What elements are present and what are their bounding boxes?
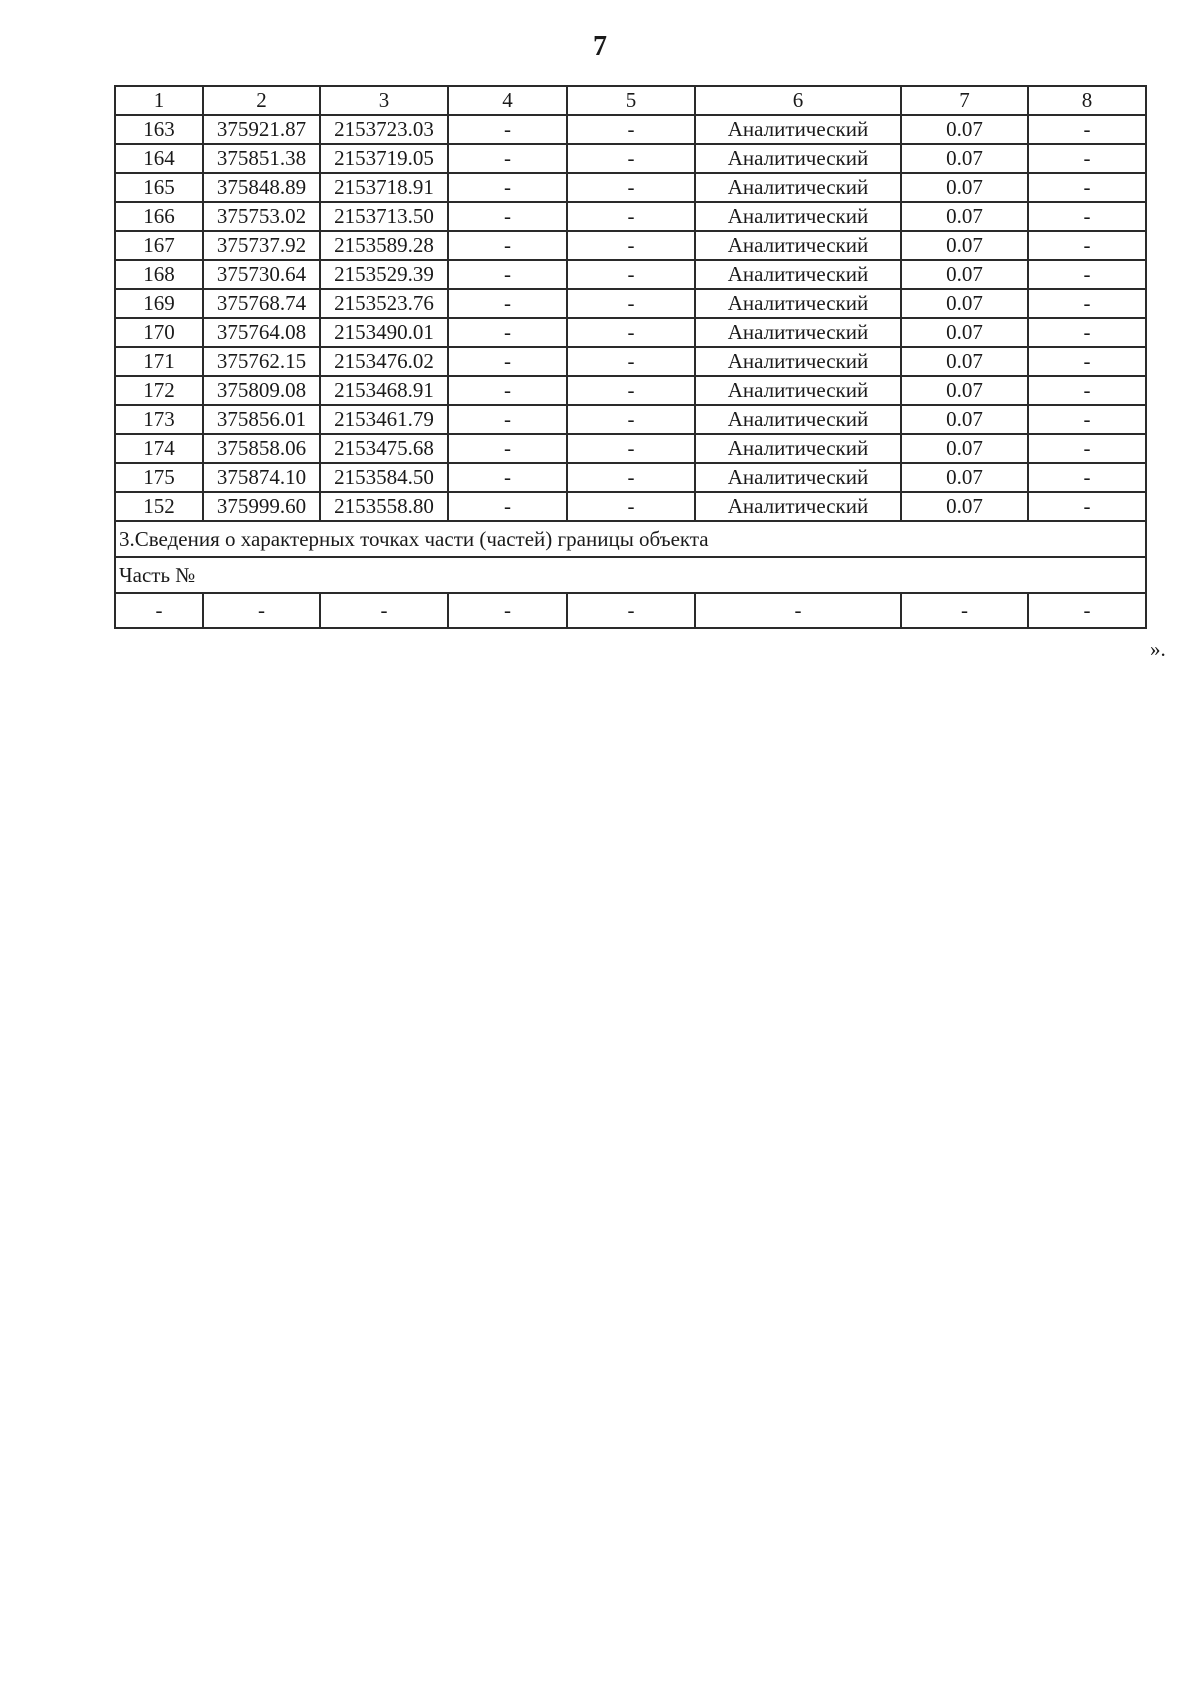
table-cell: -: [1028, 593, 1146, 628]
table-cell: Аналитический: [695, 144, 901, 173]
table-cell: -: [448, 318, 567, 347]
table-cell: -: [1028, 492, 1146, 521]
table-cell: 0.07: [901, 347, 1028, 376]
table-cell: -: [320, 593, 448, 628]
table-cell: 167: [115, 231, 203, 260]
section-title-row: [115, 521, 1146, 557]
table-cell: -: [1028, 376, 1146, 405]
table-cell: 0.07: [901, 202, 1028, 231]
table-cell: 0.07: [901, 492, 1028, 521]
table-cell: 375851.38: [203, 144, 320, 173]
table-cell: -: [567, 405, 695, 434]
table-cell: -: [1028, 318, 1146, 347]
table-row: [115, 347, 1146, 376]
table-cell: -: [1028, 289, 1146, 318]
table-cell: -: [695, 593, 901, 628]
table-cell: Аналитический: [695, 115, 901, 144]
table-cell: -: [1028, 202, 1146, 231]
table-cell: -: [901, 593, 1028, 628]
table-cell: Аналитический: [695, 405, 901, 434]
table-cell: 2153713.50: [320, 202, 448, 231]
table-cell: 0.07: [901, 173, 1028, 202]
table-cell: Аналитический: [695, 289, 901, 318]
table-cell: -: [567, 376, 695, 405]
table-cell: -: [448, 115, 567, 144]
table-cell: 2153718.91: [320, 173, 448, 202]
table-cell: 2153461.79: [320, 405, 448, 434]
table-row: [115, 434, 1146, 463]
table-cell: 375858.06: [203, 434, 320, 463]
table-cell: 5: [567, 86, 695, 115]
table-cell: -: [567, 231, 695, 260]
table-cell: 375764.08: [203, 318, 320, 347]
table-cell: 3: [320, 86, 448, 115]
table-cell: 2153475.68: [320, 434, 448, 463]
table-cell: 7: [901, 86, 1028, 115]
table-body: [115, 86, 1146, 628]
part-label: Часть №: [115, 557, 1146, 593]
table-cell: 168: [115, 260, 203, 289]
table-row: [115, 115, 1146, 144]
table-cell: 171: [115, 347, 203, 376]
table-cell: -: [448, 144, 567, 173]
table-cell: -: [567, 463, 695, 492]
table-cell: Аналитический: [695, 463, 901, 492]
table-cell: -: [567, 202, 695, 231]
table-cell: 2153589.28: [320, 231, 448, 260]
table-cell: 2153490.01: [320, 318, 448, 347]
table-cell: 2153719.05: [320, 144, 448, 173]
table-cell: -: [567, 593, 695, 628]
table-cell: 375753.02: [203, 202, 320, 231]
table-cell: 6: [695, 86, 901, 115]
table-cell: -: [567, 434, 695, 463]
table-cell: -: [1028, 173, 1146, 202]
table-cell: -: [1028, 260, 1146, 289]
table-cell: Аналитический: [695, 492, 901, 521]
table-row: [115, 405, 1146, 434]
table-cell: -: [1028, 463, 1146, 492]
table-cell: -: [567, 318, 695, 347]
table-cell: -: [448, 593, 567, 628]
table-cell: 8: [1028, 86, 1146, 115]
table-cell: 375848.89: [203, 173, 320, 202]
table-cell: -: [1028, 434, 1146, 463]
table-cell: Аналитический: [695, 376, 901, 405]
table-cell: 375809.08: [203, 376, 320, 405]
table-cell: 0.07: [901, 463, 1028, 492]
table-cell: -: [567, 260, 695, 289]
table-cell: 172: [115, 376, 203, 405]
table-cell: 375762.15: [203, 347, 320, 376]
table-cell: 173: [115, 405, 203, 434]
table-cell: -: [1028, 115, 1146, 144]
table-cell: -: [1028, 231, 1146, 260]
closing-quote: ».: [1150, 637, 1166, 661]
table-cell: 165: [115, 173, 203, 202]
table-row: [115, 318, 1146, 347]
table-row: [115, 376, 1146, 405]
page-number: 7: [593, 31, 607, 62]
table-row: [115, 289, 1146, 318]
table-cell: -: [1028, 405, 1146, 434]
table-cell: -: [448, 173, 567, 202]
table-cell: -: [1028, 347, 1146, 376]
table-row: [115, 463, 1146, 492]
table-cell: -: [567, 144, 695, 173]
table-cell: Аналитический: [695, 434, 901, 463]
table-cell: 375874.10: [203, 463, 320, 492]
table-cell: -: [1028, 144, 1146, 173]
table-cell: 163: [115, 115, 203, 144]
table-row: [115, 260, 1146, 289]
table-row: [115, 144, 1146, 173]
table-cell: -: [448, 434, 567, 463]
table-cell: 0.07: [901, 434, 1028, 463]
table-cell: 0.07: [901, 289, 1028, 318]
table-cell: -: [567, 347, 695, 376]
table-cell: -: [448, 492, 567, 521]
table-cell: -: [567, 492, 695, 521]
table-cell: 0.07: [901, 405, 1028, 434]
part-label-row: [115, 557, 1146, 593]
table-cell: 2153584.50: [320, 463, 448, 492]
table-cell: 0.07: [901, 144, 1028, 173]
table-cell: -: [448, 260, 567, 289]
table-cell: 2153723.03: [320, 115, 448, 144]
table-row: [115, 173, 1146, 202]
table-cell: 2153558.80: [320, 492, 448, 521]
table-cell: 375856.01: [203, 405, 320, 434]
table-cell: -: [448, 376, 567, 405]
table-cell: -: [448, 231, 567, 260]
table-cell: 375737.92: [203, 231, 320, 260]
table-cell: 166: [115, 202, 203, 231]
table-cell: 0.07: [901, 231, 1028, 260]
table-cell: 0.07: [901, 318, 1028, 347]
table-cell: Аналитический: [695, 347, 901, 376]
table-cell: 2: [203, 86, 320, 115]
table-cell: 4: [448, 86, 567, 115]
table-cell: 2153529.39: [320, 260, 448, 289]
empty-part-row: [115, 593, 1146, 628]
table-cell: 375921.87: [203, 115, 320, 144]
table-row: [115, 231, 1146, 260]
table-cell: 375768.74: [203, 289, 320, 318]
section-title: 3.Сведения о характерных точках части (частей) границы объекта: [115, 521, 1146, 557]
table-cell: 375999.60: [203, 492, 320, 521]
table-row: [115, 202, 1146, 231]
table-cell: -: [448, 202, 567, 231]
table-cell: -: [448, 405, 567, 434]
table-cell: 1: [115, 86, 203, 115]
table-cell: 170: [115, 318, 203, 347]
table-cell: -: [448, 347, 567, 376]
table-cell: -: [448, 289, 567, 318]
table-cell: 375730.64: [203, 260, 320, 289]
table-cell: 2153476.02: [320, 347, 448, 376]
table-cell: 175: [115, 463, 203, 492]
table-cell: 169: [115, 289, 203, 318]
table-cell: 0.07: [901, 115, 1028, 144]
table-cell: Аналитический: [695, 202, 901, 231]
table-cell: -: [115, 593, 203, 628]
table-cell: Аналитический: [695, 173, 901, 202]
table-cell: 2153468.91: [320, 376, 448, 405]
table-cell: 2153523.76: [320, 289, 448, 318]
table-cell: 0.07: [901, 376, 1028, 405]
table-cell: 152: [115, 492, 203, 521]
table-cell: Аналитический: [695, 231, 901, 260]
table-cell: -: [448, 463, 567, 492]
table-cell: -: [567, 115, 695, 144]
table-row: [115, 492, 1146, 521]
table-cell: -: [567, 173, 695, 202]
table-cell: 174: [115, 434, 203, 463]
table-cell: 0.07: [901, 260, 1028, 289]
table-cell: Аналитический: [695, 318, 901, 347]
table-cell: 164: [115, 144, 203, 173]
table-cell: -: [567, 289, 695, 318]
table-header-row: [115, 86, 1146, 115]
table-cell: -: [203, 593, 320, 628]
table-cell: Аналитический: [695, 260, 901, 289]
boundary-points-table: [114, 85, 1147, 629]
